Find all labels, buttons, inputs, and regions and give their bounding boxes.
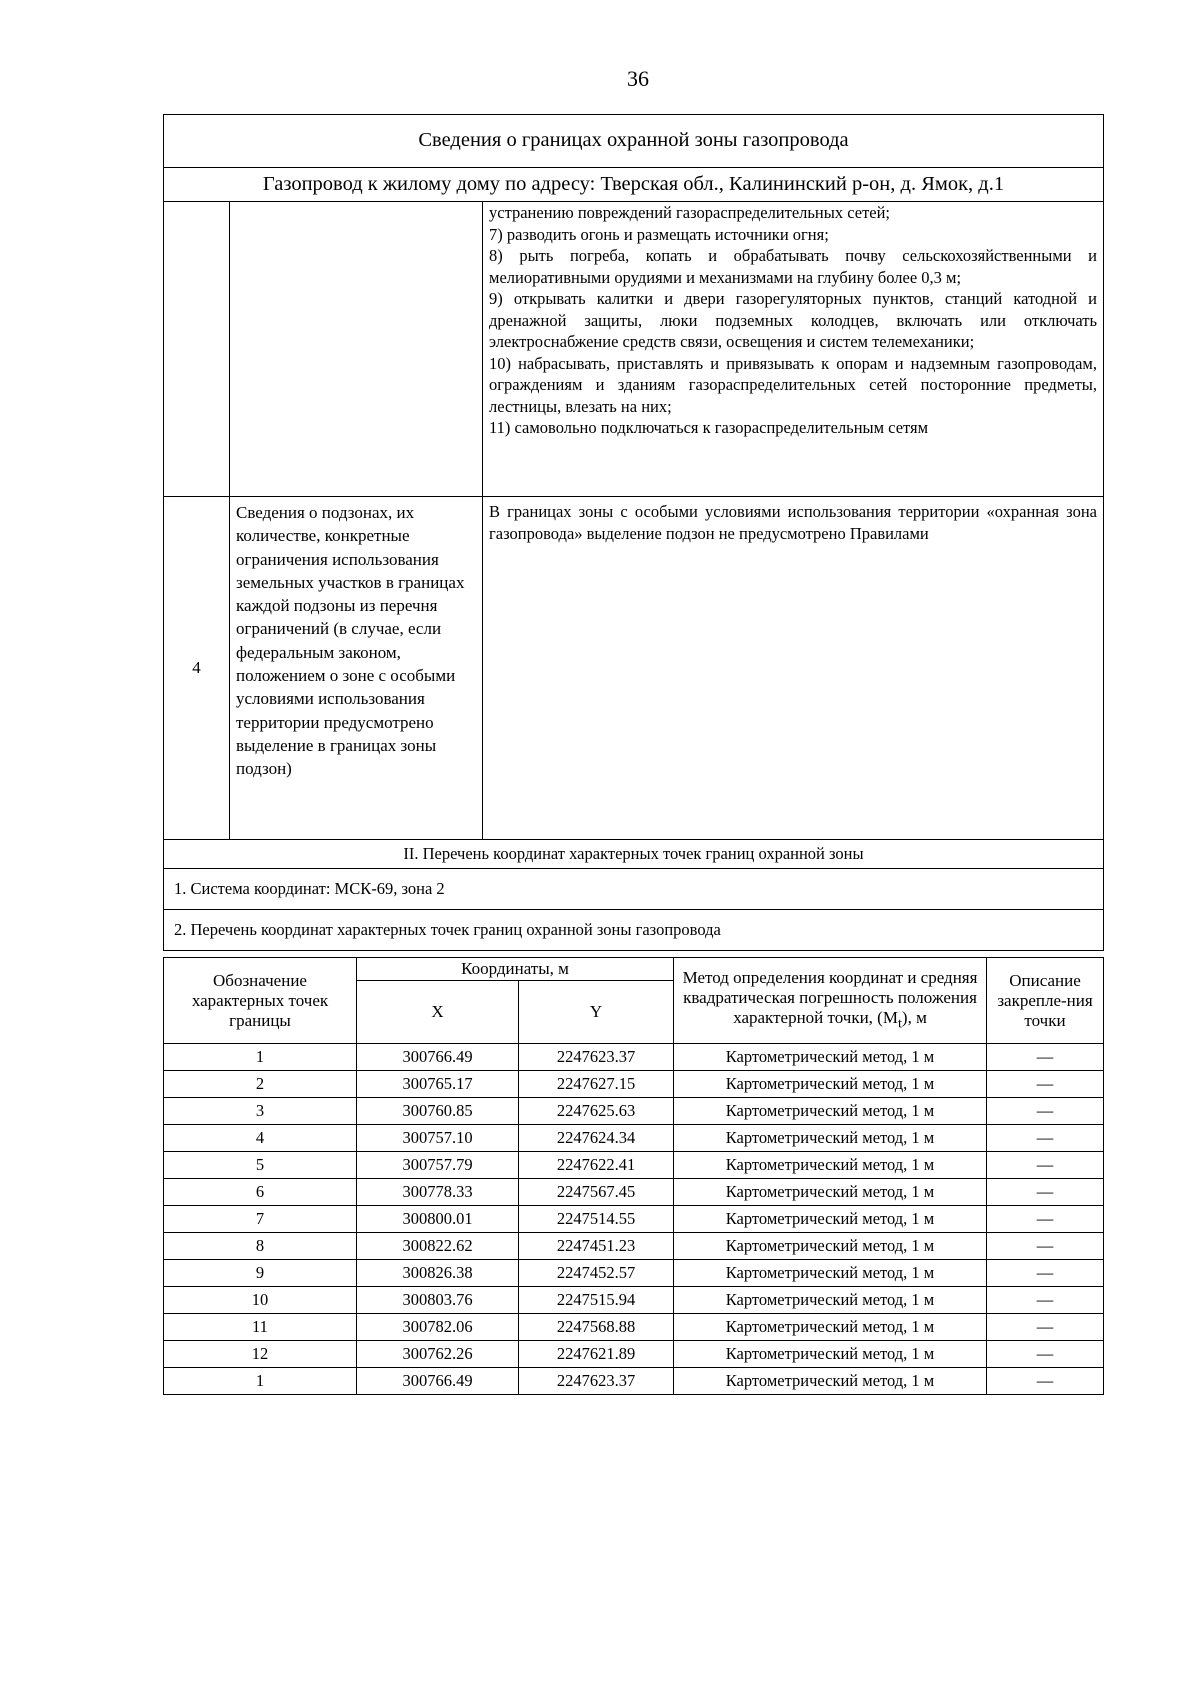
cell-fixing: — [987, 1341, 1104, 1368]
cell-point: 9 [164, 1260, 357, 1287]
cell-point: 10 [164, 1287, 357, 1314]
cell-method: Картометрический метод, 1 м [674, 1368, 987, 1395]
header-y: Y [519, 981, 674, 1044]
page-number: 36 [627, 66, 649, 91]
cell-method: Картометрический метод, 1 м [674, 1314, 987, 1341]
restriction-item: 10) набрасывать, приставлять и привязывать к опорам и надземным газопроводам, ограждениям и зданиям газораспределительных сетей посторонние предметы, лестницы, влезать на них; [489, 353, 1098, 416]
table-row [164, 1152, 1104, 1179]
cell-method: Картометрический метод, 1 м [674, 1287, 987, 1314]
cell-x: 300782.06 [357, 1314, 519, 1341]
cell-x: 300757.10 [357, 1125, 519, 1152]
cell-point: 12 [164, 1341, 357, 1368]
table-row [164, 1206, 1104, 1233]
table-row [164, 1233, 1104, 1260]
header-method-subscript: t [897, 1015, 902, 1032]
table-row [164, 1314, 1104, 1341]
table-title: Сведения о границах охранной зоны газопровода [164, 115, 1104, 168]
cell-point: 4 [164, 1125, 357, 1152]
table-row [164, 1098, 1104, 1125]
cell-x: 300822.62 [357, 1233, 519, 1260]
cell-fixing: — [987, 1179, 1104, 1206]
cell-fixing: — [987, 1125, 1104, 1152]
coordinates-list-title: 2. Перечень координат характерных точек границ охранной зоны газопровода [164, 910, 1104, 951]
restriction-item: 11) самовольно подключаться к газораспределительным сетям [489, 418, 929, 437]
cell-x: 300803.76 [357, 1287, 519, 1314]
row-value: В границах зоны с особыми условиями использования территории «охранная зона газопровода» выделение подзон не предусмотрено Правилами [483, 497, 1104, 840]
cell-point: 8 [164, 1233, 357, 1260]
cell-x: 300826.38 [357, 1260, 519, 1287]
cell-point: 5 [164, 1152, 357, 1179]
cell-point: 6 [164, 1179, 357, 1206]
table-row [164, 1071, 1104, 1098]
table-row [164, 1341, 1104, 1368]
cell-y: 2247568.88 [519, 1314, 674, 1341]
cell-y: 2247625.63 [519, 1098, 674, 1125]
cell-method: Картометрический метод, 1 м [674, 1233, 987, 1260]
cell-y: 2247623.37 [519, 1044, 674, 1071]
cell-x: 300760.85 [357, 1098, 519, 1125]
coordinates-table [163, 957, 1104, 1395]
cell-fixing: — [987, 1314, 1104, 1341]
cell-x: 300765.17 [357, 1071, 519, 1098]
table-row-restrictions [164, 202, 1104, 497]
restrictions-list [483, 202, 1104, 497]
cell-y: 2247621.89 [519, 1341, 674, 1368]
table-row [164, 1125, 1104, 1152]
cell-y: 2247627.15 [519, 1071, 674, 1098]
table-row [164, 1287, 1104, 1314]
cell-y: 2247624.34 [519, 1125, 674, 1152]
coordinates-header-row [164, 958, 1104, 981]
cell-point: 3 [164, 1098, 357, 1125]
cell-x: 300766.49 [357, 1368, 519, 1395]
cell-x: 300778.33 [357, 1179, 519, 1206]
header-fixing: Описание закрепле-ния точки [987, 958, 1104, 1044]
row-description: Сведения о подзонах, их количестве, конкретные ограничения использования земельных участков в границах каждой подзоны из перечня ограничений (в случае, если федеральным законом, положением о зоне с особыми условиями использования территории предусмотрено выделение в границах зоны подзон) [230, 497, 483, 840]
cell-fixing: — [987, 1044, 1104, 1071]
restriction-item: 8) рыть погреба, копать и обрабатывать почву сельскохозяйственными и мелиоративными орудиями и механизмами на глубину более 0,3 м; [489, 246, 1098, 287]
cell-x: 300800.01 [357, 1206, 519, 1233]
cell-fixing: — [987, 1287, 1104, 1314]
cell-fixing: — [987, 1233, 1104, 1260]
header-method [674, 958, 987, 1044]
cell-fixing: — [987, 1071, 1104, 1098]
object-name: Газопровод к жилому дому по адресу: Тверская обл., Калининский р-он, д. Ямок, д.1 [164, 168, 1104, 202]
coordinate-system: 1. Система координат: МСК-69, зона 2 [164, 869, 1104, 910]
header-point: Обозначение характерных точек границы [164, 958, 357, 1044]
cell-x: 300757.79 [357, 1152, 519, 1179]
cell-y: 2247451.23 [519, 1233, 674, 1260]
cell-method: Картометрический метод, 1 м [674, 1125, 987, 1152]
cell-point: 1 [164, 1044, 357, 1071]
cell-point: 7 [164, 1206, 357, 1233]
restriction-item: 9) открывать калитки и двери газорегуляторных пунктов, станций катодной и дренажной защиты, люки подземных колодцев, включать или отключать электроснабжение средств связи, освещения и систем телемеханики; [489, 289, 1098, 351]
restriction-item: 7) разводить огонь и размещать источники огня; [489, 224, 829, 244]
header-method-text: Метод определения координат и средняя квадратическая погрешность положения характерной точки, (M [682, 967, 978, 1027]
cell-fixing: — [987, 1206, 1104, 1233]
cell-method: Картометрический метод, 1 м [674, 1206, 987, 1233]
cell-y: 2247567.45 [519, 1179, 674, 1206]
cell-point: 2 [164, 1071, 357, 1098]
section-title: II. Перечень координат характерных точек границ охранной зоны [164, 840, 1104, 869]
cell-fixing: — [987, 1098, 1104, 1125]
cell-y: 2247514.55 [519, 1206, 674, 1233]
table-row [164, 1368, 1104, 1395]
cell-y: 2247515.94 [519, 1287, 674, 1314]
header-method-end: ), м [901, 1007, 927, 1027]
cell-method: Картометрический метод, 1 м [674, 1152, 987, 1179]
table-row [164, 1179, 1104, 1206]
cell-fixing: — [987, 1260, 1104, 1287]
cell-method: Картометрический метод, 1 м [674, 1098, 987, 1125]
table-row [164, 1260, 1104, 1287]
cell-method: Картометрический метод, 1 м [674, 1260, 987, 1287]
cell-method: Картометрический метод, 1 м [674, 1044, 987, 1071]
table-row [164, 1044, 1104, 1071]
cell-point: 1 [164, 1368, 357, 1395]
cell-x: 300766.49 [357, 1044, 519, 1071]
cell-y: 2247623.37 [519, 1368, 674, 1395]
cell-fixing: — [987, 1368, 1104, 1395]
zone-info-table [163, 114, 1104, 951]
cell-method: Картометрический метод, 1 м [674, 1341, 987, 1368]
row-number-empty [164, 202, 230, 497]
cell-y: 2247622.41 [519, 1152, 674, 1179]
restriction-item: устранению повреждений газораспределительных сетей; [489, 203, 891, 222]
row-number: 4 [164, 497, 230, 840]
cell-method: Картометрический метод, 1 м [674, 1179, 987, 1206]
cell-x: 300762.26 [357, 1341, 519, 1368]
cell-point: 11 [164, 1314, 357, 1341]
cell-fixing: — [987, 1152, 1104, 1179]
coordinates-body [164, 1044, 1104, 1395]
table-row-subzones [164, 497, 1104, 840]
header-coordinates: Координаты, м [357, 958, 674, 981]
cell-y: 2247452.57 [519, 1260, 674, 1287]
row-description-empty [230, 202, 483, 497]
cell-method: Картометрический метод, 1 м [674, 1071, 987, 1098]
header-x: X [357, 981, 519, 1044]
